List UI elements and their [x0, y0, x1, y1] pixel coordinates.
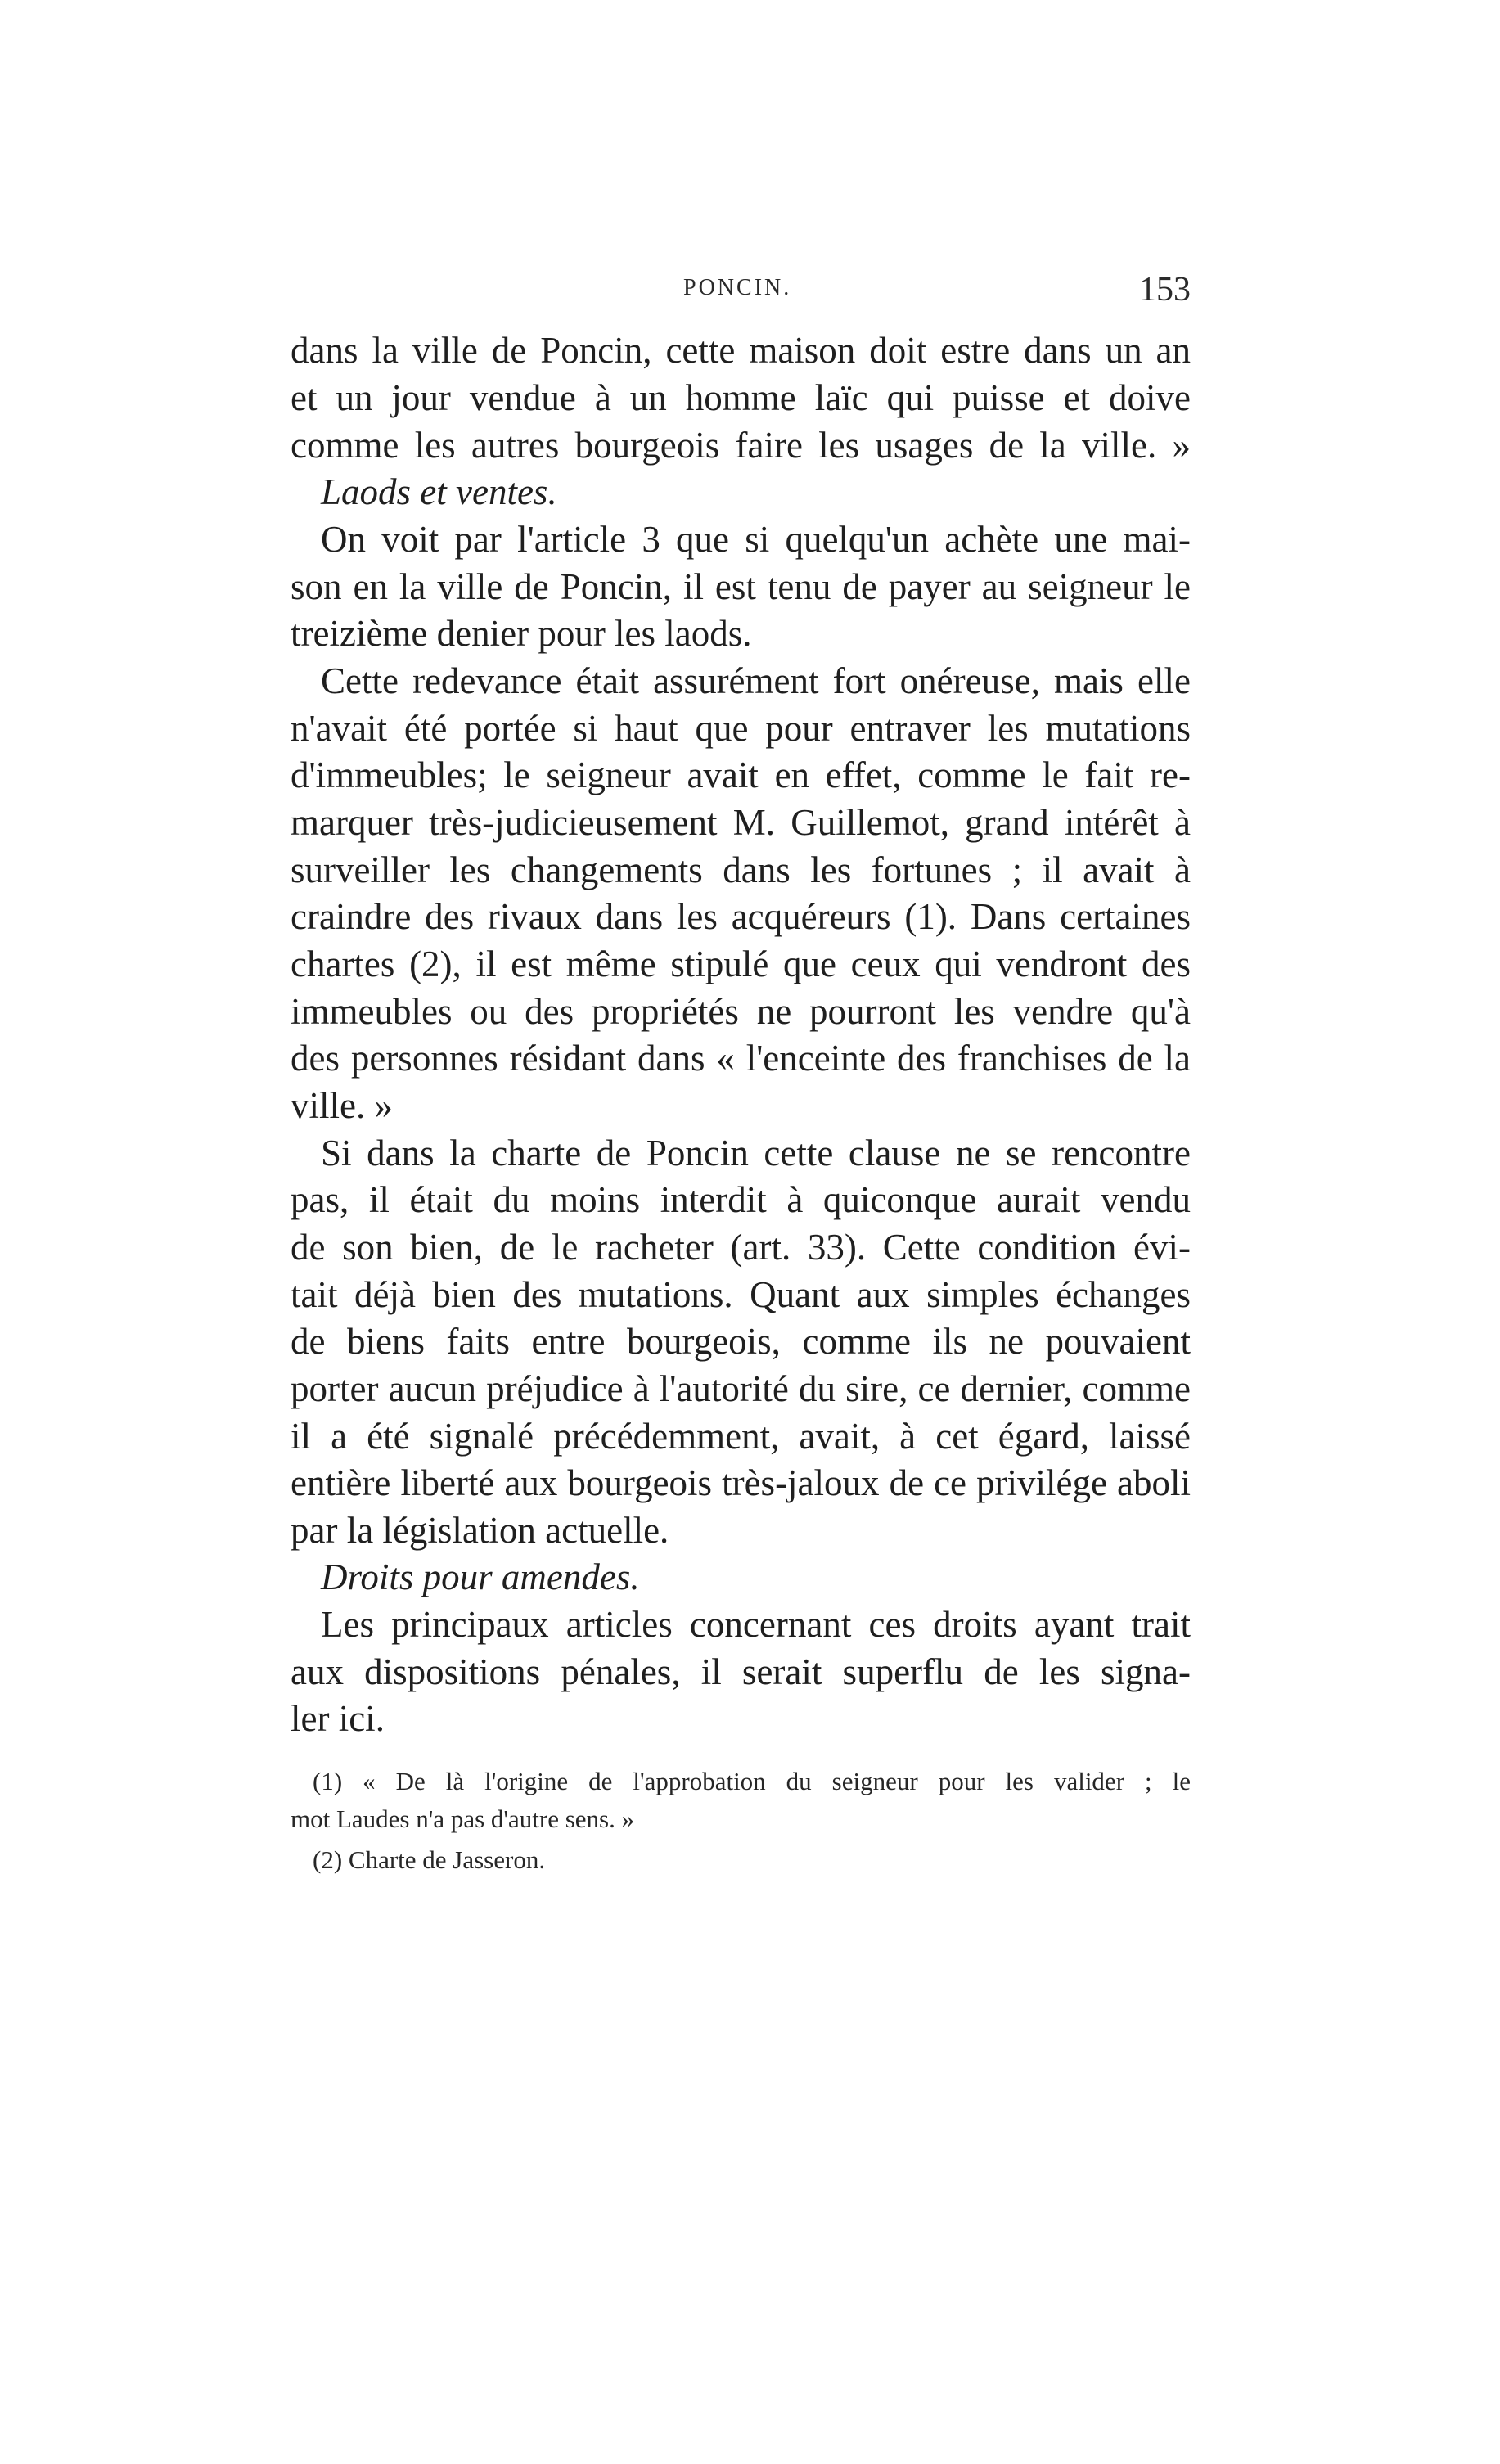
- body-line: Cette redevance était assurément fort onéreuse, mais elle: [321, 660, 1191, 701]
- body-line: immeubles ou des propriétés ne pourront les vendre qu'à: [291, 991, 1191, 1032]
- body-line: des personnes résidant dans « l'enceinte des franchises de la: [291, 1038, 1191, 1079]
- footnote-1: (1) « De là l'origine de l'approbation du seigneur pour les valider ; le: [313, 1767, 1191, 1795]
- page-number: 153: [1139, 271, 1191, 309]
- section-heading-droits: Droits pour amendes.: [321, 1556, 640, 1597]
- footnote-1-continued: mot Laudes n'a pas d'autre sens. »: [291, 1804, 635, 1833]
- body-line: son en la ville de Poncin, il est tenu de payer au seigneur le: [291, 566, 1191, 607]
- body-line: On voit par l'article 3 que si quelqu'un achète une mai-: [321, 519, 1191, 560]
- body-line: chartes (2), il est même stipulé que ceux qui vendront des: [291, 944, 1191, 984]
- footnote-2: (2) Charte de Jasseron.: [313, 1845, 546, 1874]
- page-header: [291, 270, 1191, 319]
- body-line: de son bien, de le racheter (art. 33). Cette condition évi-: [291, 1227, 1191, 1268]
- body-line: d'immeubles; le seigneur avait en effet, comme le fait re-: [291, 755, 1191, 795]
- body-line: ville. »: [291, 1085, 393, 1126]
- body-line: dans la ville de Poncin, cette maison doit estre dans un an: [291, 330, 1191, 371]
- body-line: ler ici.: [291, 1698, 385, 1739]
- body-line: marquer très-judicieusement M. Guillemot, grand intérêt à: [291, 802, 1191, 843]
- body-line: Si dans la charte de Poncin cette clause ne se rencontre: [321, 1133, 1191, 1173]
- section-heading-laods: Laods et ventes.: [321, 471, 557, 512]
- body-line: pas, il était du moins interdit à quiconque aurait vendu: [291, 1179, 1191, 1220]
- running-head: PONCIN.: [683, 275, 792, 300]
- body-line: aux dispositions pénales, il serait superflu de les signa-: [291, 1651, 1191, 1692]
- body-line: Les principaux articles concernant ces droits ayant trait: [321, 1604, 1191, 1645]
- body-line: surveiller les changements dans les fortunes ; il avait à: [291, 849, 1191, 890]
- body-line: par la législation actuelle.: [291, 1510, 669, 1551]
- body-line: comme les autres bourgeois faire les usages de la ville. »: [291, 425, 1191, 466]
- body-line: il a été signalé précédemment, avait, à cet égard, laissé: [291, 1416, 1191, 1457]
- body-line: n'avait été portée si haut que pour entraver les mutations: [291, 708, 1191, 749]
- body-line: treizième denier pour les laods.: [291, 613, 752, 654]
- body-line: tait déjà bien des mutations. Quant aux simples échanges: [291, 1274, 1191, 1315]
- body-line: porter aucun préjudice à l'autorité du sire, ce dernier, comme: [291, 1368, 1191, 1409]
- body-line: craindre des rivaux dans les acquéreurs (1). Dans certaines: [291, 896, 1191, 937]
- body-line: de biens faits entre bourgeois, comme ils ne pouvaient: [291, 1321, 1191, 1362]
- body-line: et un jour vendue à un homme laïc qui puisse et doive: [291, 377, 1191, 418]
- body-line: entière liberté aux bourgeois très-jaloux de ce privilége aboli: [291, 1462, 1191, 1503]
